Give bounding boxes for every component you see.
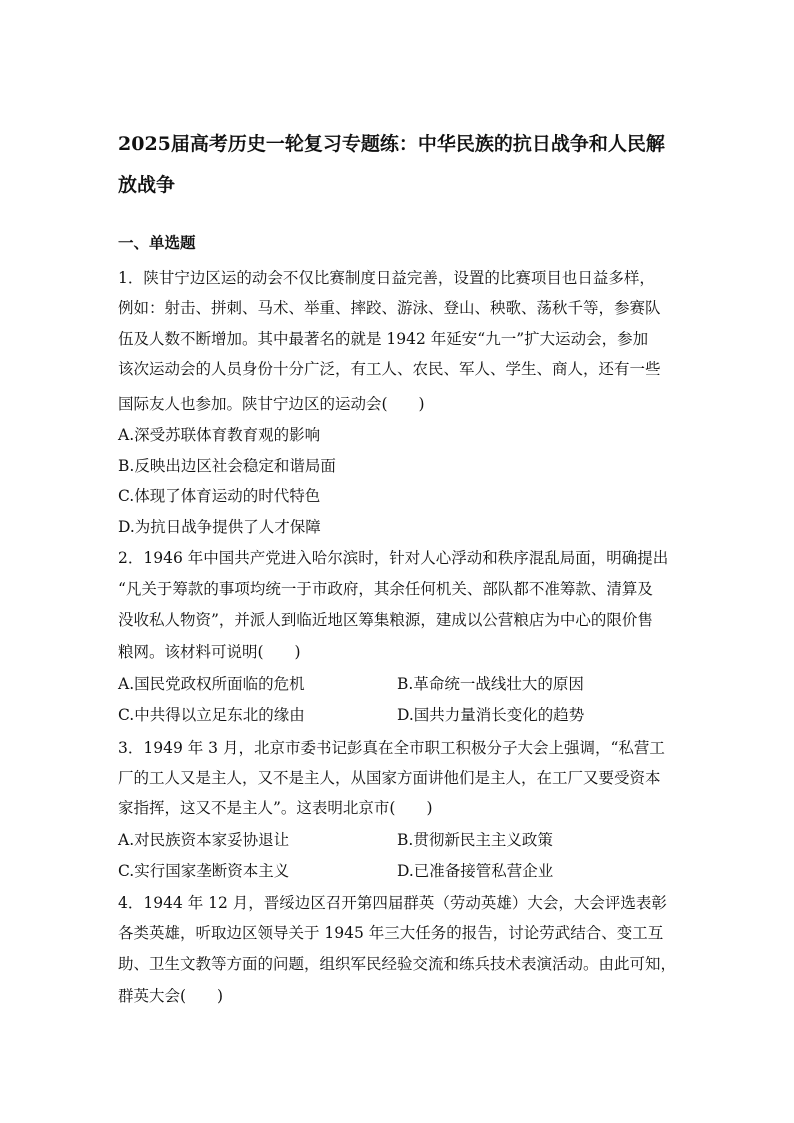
q2-option-d: D.国共力量消长变化的趋势 [397, 706, 585, 724]
q3-line-3: 家指挥，这又不是主人”。这表明北京市( ) [118, 799, 433, 817]
q4-line-4: 群英大会( ) [118, 987, 224, 1005]
q4-line-1: 4．1944 年 12 月，晋绥边区召开第四届群英（劳动英雄）大会，大会评选表彰 [118, 894, 667, 912]
q3-option-c: C.实行国家垄断资本主义 [118, 862, 290, 880]
q2-option-a: A.国民党政权所面临的危机 [118, 675, 305, 693]
q1-option-b: B.反映出边区社会稳定和谐局面 [118, 457, 336, 475]
q1-option-d: D.为抗日战争提供了人才保障 [118, 518, 321, 536]
q4-line-2: 各类英雄，听取边区领导关于 1945 年三大任务的报告，讨论劳武结合、变工互 [118, 924, 664, 942]
q3-line-1: 3．1949 年 3 月，北京市委书记彭真在全市职工积极分子大会上强调，“私营工 [118, 739, 665, 757]
q2-line-1: 2．1946 年中国共产党进入哈尔滨时，针对人心浮动和秩序混乱局面，明确提出 [118, 549, 669, 567]
q2-line-3: 没收私人物资”，并派人到临近地区筹集粮源，建成以公营粮店为中心的限价售 [118, 611, 653, 629]
q3-option-d: D.已准备接管私营企业 [397, 862, 554, 880]
q2-option-b: B.革命统一战线壮大的原因 [397, 675, 584, 693]
section-heading: 一、单选题 [118, 233, 196, 252]
document-title [118, 124, 678, 206]
q2-option-c: C.中共得以立足东北的缘由 [118, 706, 305, 724]
title-line-2: 放战争 [118, 174, 176, 196]
q1-line-2: 例如：射击、拼刺、马术、举重、摔跤、游泳、登山、秧歌、荡秋千等，参赛队 [118, 299, 661, 317]
q2-line-2: “凡关于筹款的事项均统一于市政府，其余任何机关、部队都不准筹款、清算及 [118, 580, 653, 598]
q3-option-a: A.对民族资本家妥协退让 [118, 831, 290, 849]
q1-line-4: 该次运动会的人员身份十分广泛，有工人、农民、军人、学生、商人，还有一些 [118, 360, 661, 378]
q1-option-a: A.深受苏联体育教育观的影响 [118, 426, 321, 444]
title-line-1: 2025届高考历史一轮复习专题练：中华民族的抗日战争和人民解 [118, 133, 665, 155]
q3-option-b: B.贯彻新民主主义政策 [397, 831, 553, 849]
q3-line-2: 厂的工人又是主人，又不是主人，从国家方面讲他们是主人，在工厂又要受资本 [118, 769, 661, 787]
q2-line-4: 粮网。该材料可说明( ) [118, 643, 301, 661]
q1-option-c: C.体现了体育运动的时代特色 [118, 487, 321, 505]
q1-line-3: 伍及人数不断增加。其中最著名的就是 1942 年延安“九一”扩大运动会，参加 [118, 330, 649, 348]
q1-line-1: 1．陕甘宁边区运的动会不仅比赛制度日益完善，设置的比赛项目也日益多样， [118, 269, 655, 287]
q4-line-3: 助、卫生文教等方面的问题，组织军民经验交流和练兵技术表演活动。由此可知， [118, 955, 677, 973]
q1-line-5: 国际友人也参加。陕甘宁边区的运动会( ) [118, 395, 425, 413]
